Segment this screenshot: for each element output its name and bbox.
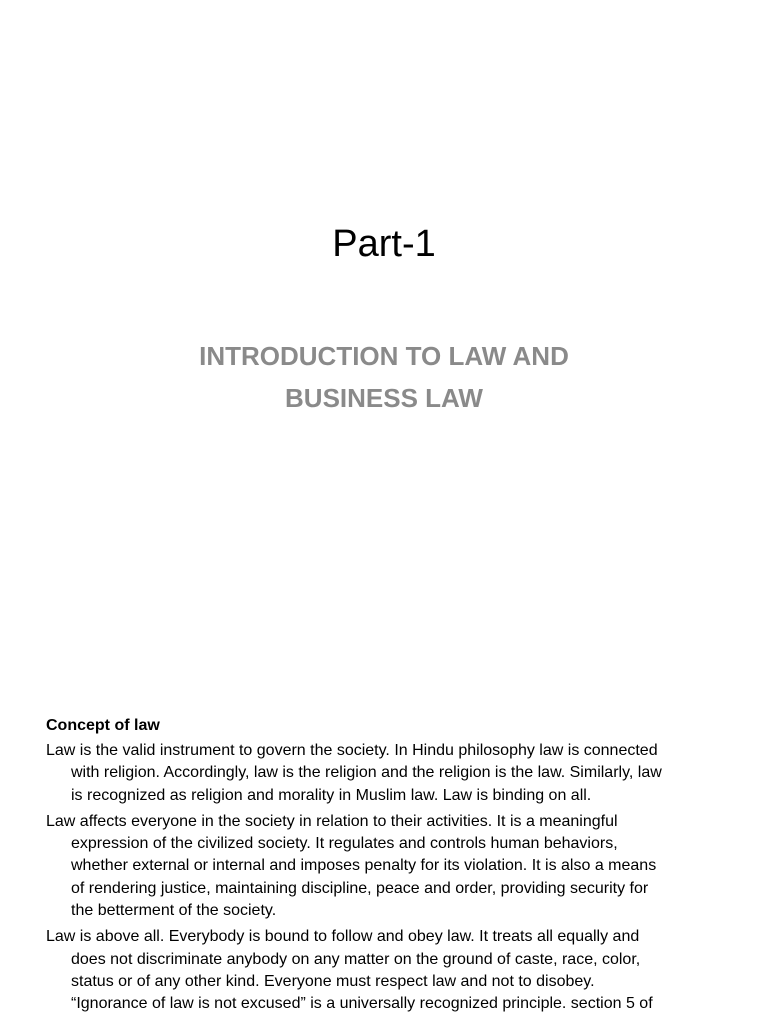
slide-subtitle xyxy=(84,335,684,419)
slide-title: Part-1 xyxy=(332,223,436,265)
notes-paragraph: Law affects everyone in the society in relation to their activities. It is a meaningful expression of the civilized society. It regulates and controls human behaviors, whether external or internal and imposes penalty for its violation. It is also a means of rendering justice, maintaining discipline, peace and order, providing security for the betterment of the society. xyxy=(46,812,657,920)
notes-body xyxy=(46,740,726,1020)
notes-heading: Concept of law xyxy=(46,717,160,734)
notes-paragraph: Law is the valid instrument to govern the society. In Hindu philosophy law is connected with religion. Accordingly, law is the religion and the religion is the law. Similarly, law is recognized as religion and morality in Muslim law. Law is binding on all. xyxy=(46,742,662,804)
subtitle-line: BUSINESS LAW xyxy=(285,383,483,413)
subtitle-line: INTRODUCTION TO LAW AND xyxy=(199,341,569,371)
notes-paragraph: Law is above all. Everybody is bound to follow and obey law. It treats all equally and does not discriminate anybody on any matter on the ground of caste, race, color, status or of any other kind. Everyone must respect law and not to disobey. “Ignorance of law is not excused” is a universally recognized principle. section 5 of xyxy=(46,928,653,1013)
